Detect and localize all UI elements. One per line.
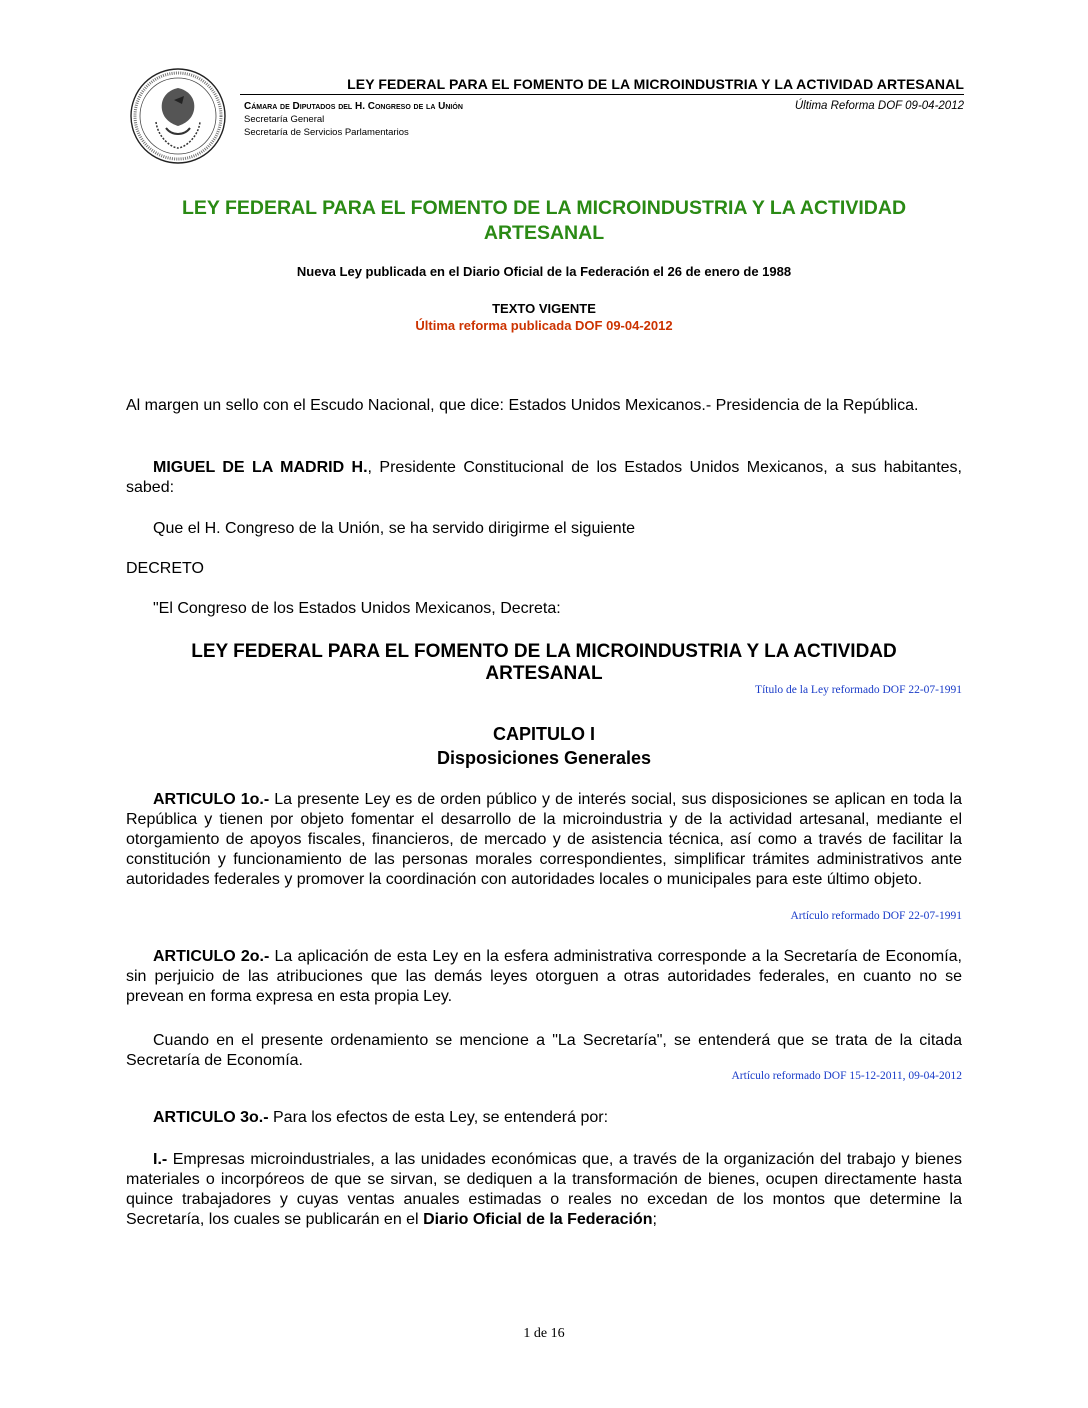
current-text-block xyxy=(126,300,962,334)
article-3 xyxy=(126,1108,962,1128)
law-title-reform-note: Título de la Ley reformado DOF 22-07-1991 xyxy=(755,684,962,696)
article-1-label: ARTICULO 1o.- xyxy=(153,791,270,808)
law-title-line2: ARTESANAL xyxy=(485,663,603,684)
page-number: 1 de 16 xyxy=(523,1326,565,1341)
fraction-1-text: Empresas microindustriales, a las unidades económicas que, a través de la organización del trabajo y bienes materiales o incorpóreos de que se sirvan, se dediquen a la transformación de bienes, ocupen directamente hasta quince trabajadores y cuyas ventas anuales estimadas o reales no excedan de los montos que determine la Secretaría, los cuales se publicarán en el xyxy=(126,1151,962,1228)
last-reform-header: Última Reforma DOF 09-04-2012 xyxy=(794,100,964,112)
article-1-text: La presente Ley es de orden público y de interés social, sus disposiciones se aplican en toda la República y tienen por objeto fomentar el desarrollo de la microindustria y de la actividad artesanal, mediante el otorgamiento de apoyos fiscales, financieros, de mercado y de asistencia técnica, así como a través de facilitar la constitución y funcionamiento de las personas morales correspondientes, simplificar trámites administrativos ante autoridades federales y promover la coordinación con autoridades locales o municipales para este último objeto. xyxy=(126,791,963,888)
texto-vigente: TEXTO VIGENTE xyxy=(492,301,596,316)
fraction-1-label: I.- xyxy=(153,1151,168,1168)
header-rule xyxy=(240,94,964,95)
article-2 xyxy=(126,947,962,1007)
mexican-coat-of-arms-seal xyxy=(126,66,230,166)
article-1 xyxy=(126,790,962,890)
document-title xyxy=(126,196,962,246)
servicios-parlamentarios: Secretaría de Servicios Parlamentarios xyxy=(244,127,409,138)
article-2-text: La aplicación de esta Ley en la esfera administrativa corresponde a la Secretaría de Economía, sin perjuicio de las atribuciones que las demás leyes otorguen a otras autoridades federales, en cuanto no se prevean en forma expresa en esta propia Ley. xyxy=(126,948,963,1005)
president-text: , Presidente Constitucional de los Estados Unidos Mexicanos, a sus habitantes, sabed: xyxy=(126,459,962,496)
article-2-label: ARTICULO 2o.- xyxy=(153,948,270,965)
header-institution xyxy=(244,100,463,139)
article-3-text: Para los efectos de esta Ley, se entenderá por: xyxy=(268,1109,609,1126)
president-name: MIGUEL DE LA MADRID H. xyxy=(153,459,368,476)
document-title-line1: LEY FEDERAL PARA EL FOMENTO DE LA MICROINDUSTRIA Y LA ACTIVIDAD xyxy=(181,197,907,219)
chapter-number: CAPITULO I xyxy=(493,724,595,744)
publication-line: Nueva Ley publicada en el Diario Oficial de la Federación el 26 de enero de 1988 xyxy=(296,264,792,279)
chapter-name: Disposiciones Generales xyxy=(436,748,652,768)
congress-paragraph: Que el H. Congreso de la Unión, se ha servido dirigirme el siguiente xyxy=(153,520,636,537)
article-1-reform-note: Artículo reformado DOF 22-07-1991 xyxy=(790,910,962,922)
article-2-paragraph-2: Cuando en el presente ordenamiento se mencione a "La Secretaría", se entenderá que se trata de la citada Secretaría de Economía. xyxy=(126,1032,962,1069)
margin-seal-paragraph: Al margen un sello con el Escudo Nacional, que dice: Estados Unidos Mexicanos.- Presidencia de la República. xyxy=(126,397,919,414)
chamber-name: Cámara de Diputados del H. Congreso de la Unión xyxy=(244,101,463,112)
latest-reform: Última reforma publicada DOF 09-04-2012 xyxy=(415,318,673,333)
secretaria-general: Secretaría General xyxy=(244,114,325,125)
fraction-1-end: ; xyxy=(652,1211,657,1228)
law-title xyxy=(126,641,962,685)
law-title-line1: LEY FEDERAL PARA EL FOMENTO DE LA MICROINDUSTRIA Y LA ACTIVIDAD xyxy=(191,641,897,662)
decreta-paragraph: "El Congreso de los Estados Unidos Mexicanos, Decreta: xyxy=(153,600,561,617)
president-paragraph xyxy=(126,458,962,498)
running-header-title: LEY FEDERAL PARA EL FOMENTO DE LA MICROINDUSTRIA Y LA ACTIVIDAD ARTESANAL xyxy=(347,76,964,92)
article-2-reform-note: Artículo reformado DOF 15-12-2011, 09-04-2012 xyxy=(731,1070,962,1082)
article-3-fraction-1 xyxy=(126,1150,962,1230)
fraction-1-dof: Diario Oficial de la Federación xyxy=(423,1211,653,1228)
document-title-line2: ARTESANAL xyxy=(483,222,605,244)
article-3-label: ARTICULO 3o.- xyxy=(153,1109,269,1126)
decreto-heading: DECRETO xyxy=(126,560,204,577)
chapter-heading xyxy=(126,722,962,770)
